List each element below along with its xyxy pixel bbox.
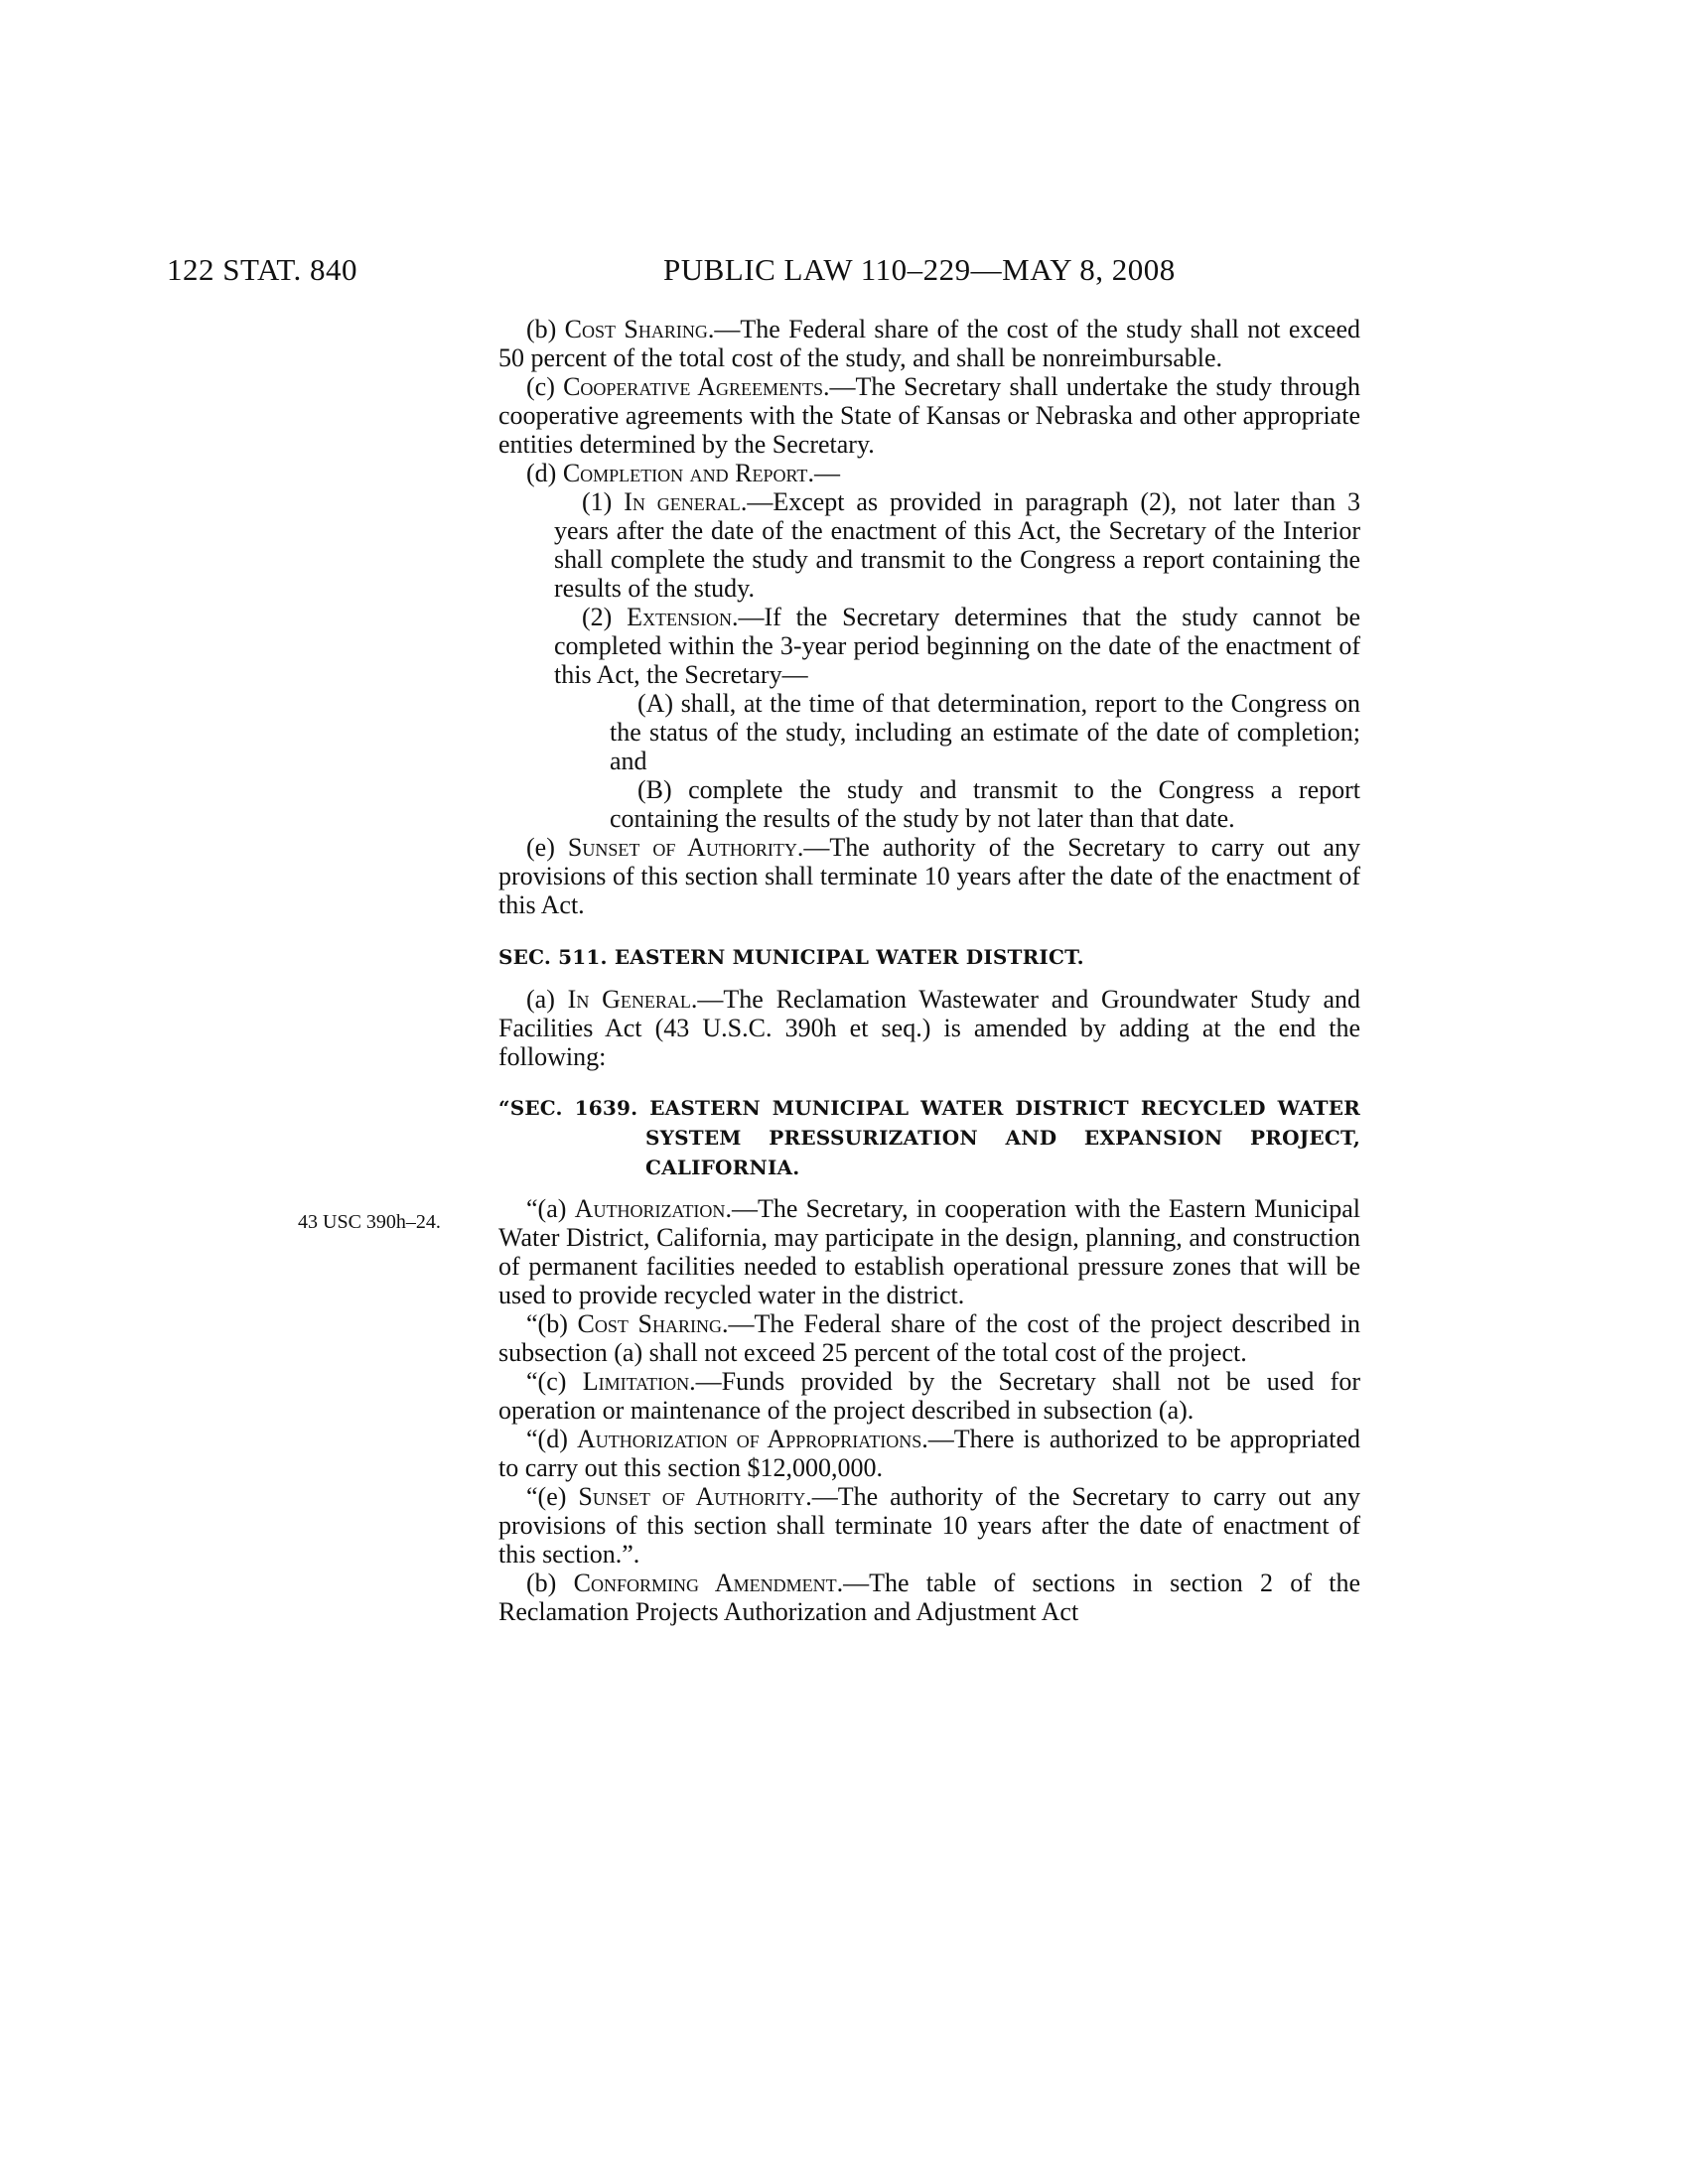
paragraph-d2-extension: (2) Extension.—If the Secretary determines that the study cannot be completed within the 3-year period beginning on the date of the enactment of this Act, the Secretary— <box>554 603 1360 689</box>
paragraph-b-cost-sharing: (b) Cost Sharing.—The Federal share of the cost of the study shall not exceed 50 percent of the total cost of the study, and shall be nonreimbursable. <box>498 315 1360 372</box>
section-1639-c-limitation: “(c) Limitation.—Funds provided by the Secretary shall not be used for operation or maintenance of the project described in subsection (a). <box>498 1367 1360 1425</box>
subparagraph-b-complete-study: (B) complete the study and transmit to the Congress a report containing the results of the study by not later than that date. <box>610 775 1360 833</box>
section-1639-a-authorization: “(a) Authorization.—The Secretary, in cooperation with the Eastern Municipal Water District, California, may participate in the design, planning, and construction of permanent facilities needed to establish operational pressure zones that will be used to provide recycled water in the district. <box>498 1194 1360 1309</box>
paragraph-d-completion-and-report: (d) Completion and Report.— <box>526 459 840 487</box>
section-1639-e-sunset-of-authority: “(e) Sunset of Authority.—The authority of the Secretary to carry out any provisions of this section shall terminate 10 years after the date of enactment of this section.”. <box>498 1482 1360 1569</box>
paragraph-c-cooperative-agreements: (c) Cooperative Agreements.—The Secretary shall undertake the study through cooperative agreements with the State of Kansas or Nebraska and other appropriate entities determined by the Secretary. <box>498 372 1360 459</box>
paragraph-e-sunset-of-authority: (e) Sunset of Authority.—The authority of the Secretary to carry out any provisions of this section shall terminate 10 years after the date of the enactment of this Act. <box>498 833 1361 919</box>
section-511-a-in-general: (a) In General.—The Reclamation Wastewater and Groundwater Study and Facilities Act (43 U.S.C. 390h et seq.) is amended by adding at the end the following: <box>498 985 1361 1071</box>
section-511-heading: SEC. 511. EASTERN MUNICIPAL WATER DISTRICT. <box>498 945 1084 969</box>
section-511-b-conforming-amendment: (b) Conforming Amendment.—The table of sections in section 2 of the Reclamation Projects Authorization and Adjustment Act <box>498 1569 1360 1626</box>
running-head: PUBLIC LAW 110–229—MAY 8, 2008 <box>663 252 1176 287</box>
section-1639-heading: “SEC. 1639. EASTERN MUNICIPAL WATER DISTRICT RECYCLED WATER SYSTEM PRESSURIZATION AND EXPANSION PROJECT, CALIFORNIA. <box>498 1096 1360 1179</box>
statute-page-reference: 122 STAT. 840 <box>167 252 358 287</box>
body-text-column <box>498 315 1360 1626</box>
section-1639-d-authorization-of-appropriations: “(d) Authorization of Appropriations.—There is authorized to be appropriated to carry out this section $12,000,000. <box>498 1425 1360 1482</box>
section-1639-b-cost-sharing: “(b) Cost Sharing.—The Federal share of the cost of the project described in subsection (a) shall not exceed 25 percent of the total cost of the project. <box>498 1309 1361 1367</box>
margin-citation-note: 43 USC 390h–24. <box>298 1211 441 1233</box>
subparagraph-a-report: (A) shall, at the time of that determination, report to the Congress on the status of the study, including an estimate of the date of completion; and <box>610 689 1360 775</box>
paragraph-d1-in-general: (1) In general.—Except as provided in paragraph (2), not later than 3 years after the date of the enactment of this Act, the Secretary of the Interior shall complete the study and transmit to the Congress a report containing the results of the study. <box>554 487 1360 603</box>
